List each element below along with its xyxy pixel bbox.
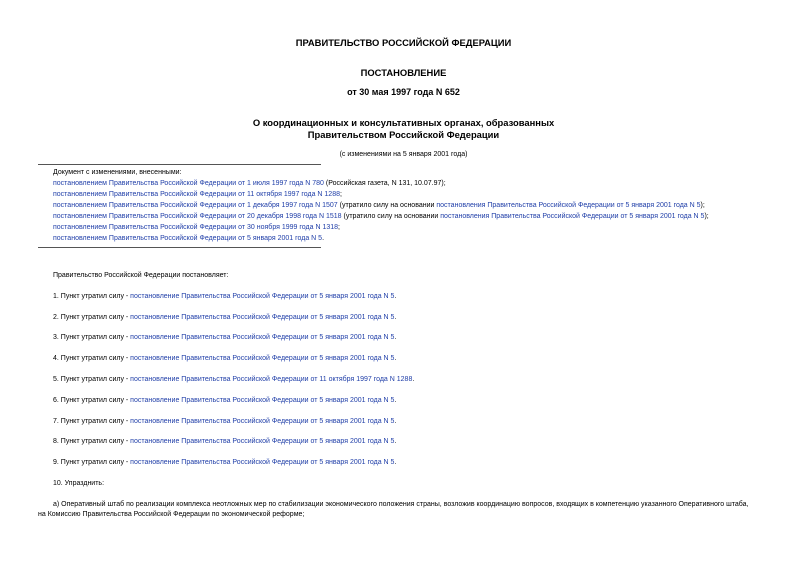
clause-10a-line-2: на Комиссию Правительства Российской Федерации по экономической реформе;: [38, 511, 305, 518]
clause-item: [53, 437, 396, 446]
edit-link[interactable]: постановлением Правительства Российской Федерации от 5 января 2001 года N 5: [53, 235, 323, 242]
clause-suffix: .: [394, 355, 397, 362]
clause-item: [53, 375, 414, 384]
clause-prefix: 4. Пункт утратил силу -: [53, 355, 131, 362]
clause-link[interactable]: постановление Правительства Российской Федерации от 5 января 2001 года N 5: [130, 314, 395, 321]
edit-link[interactable]: постановлением Правительства Российской Федерации от 20 декабря 1998 года N 1518: [53, 213, 342, 220]
divider-top: [38, 164, 321, 165]
preamble: Правительство Российской Федерации постановляет:: [53, 272, 229, 279]
clause-item: [53, 417, 396, 426]
changes-note: (с изменениями на 5 января 2001 года): [339, 151, 468, 158]
clause-10: 10. Упразднить:: [53, 480, 105, 487]
edit-entry: [53, 179, 446, 188]
edit-tail: .: [322, 235, 325, 242]
clause-prefix: 8. Пункт утратил силу -: [53, 438, 131, 445]
clause-prefix: 5. Пункт утратил силу -: [53, 376, 131, 383]
divider-bottom: [38, 247, 321, 248]
clause-suffix: .: [412, 376, 415, 383]
edit-link-secondary[interactable]: постановления Правительства Российской Федерации от 5 января 2001 года N 5: [436, 202, 701, 209]
clause-item: [53, 354, 396, 363]
edit-entry: [53, 190, 342, 199]
edit-tail: ;: [338, 224, 340, 231]
clause-link[interactable]: постановление Правительства Российской Федерации от 5 января 2001 года N 5: [130, 397, 395, 404]
edit-entry: [53, 201, 705, 210]
clause-item: [53, 313, 396, 322]
edit-link[interactable]: постановлением Правительства Российской Федерации от 1 июля 1997 года N 780: [53, 180, 324, 187]
clause-link[interactable]: постановление Правительства Российской Федерации от 5 января 2001 года N 5: [130, 459, 395, 466]
clause-link[interactable]: постановление Правительства Российской Федерации от 5 января 2001 года N 5: [130, 418, 395, 425]
clause-prefix: 3. Пункт утратил силу -: [53, 334, 131, 341]
edit-link[interactable]: постановлением Правительства Российской Федерации от 30 ноября 1999 года N 1318: [53, 224, 339, 231]
clause-prefix: 1. Пункт утратил силу -: [53, 293, 131, 300]
edit-tail: ;: [339, 191, 342, 198]
clause-10a-line-1: а) Оперативный штаб по реализации комплекса неотложных мер по стабилизации экономического положения страны, возложив координацию вопросов, входящих в компетенцию указанного Оперативного штаба,: [53, 501, 749, 508]
edit-tail: );: [700, 202, 705, 209]
clause-prefix: 6. Пункт утратил силу -: [53, 397, 131, 404]
edit-entry: [53, 223, 340, 232]
clause-link[interactable]: постановление Правительства Российской Федерации от 5 января 2001 года N 5: [130, 438, 395, 445]
clause-suffix: .: [394, 418, 397, 425]
clause-link[interactable]: постановление Правительства Российской Федерации от 5 января 2001 года N 5: [130, 293, 395, 300]
document-title-line-1: О координационных и консультативных органах, образованных: [252, 117, 555, 128]
clause-item: [53, 333, 396, 342]
edit-tail: (Российская газета, N 131, 10.07.97);: [323, 180, 446, 187]
document-type: ПОСТАНОВЛЕНИЕ: [360, 67, 447, 78]
edit-entry: [53, 212, 709, 221]
edit-entry: [53, 234, 324, 243]
edit-mid: (утратило силу на основании: [341, 213, 441, 220]
clause-suffix: .: [394, 397, 397, 404]
edit-link[interactable]: постановлением Правительства Российской Федерации от 1 декабря 1997 года N 1507: [53, 202, 338, 209]
edit-link[interactable]: постановлением Правительства Российской Федерации от 11 октября 1997 года N 1288: [53, 191, 340, 198]
clause-prefix: 7. Пункт утратил силу -: [53, 418, 131, 425]
clause-link[interactable]: постановление Правительства Российской Федерации от 5 января 2001 года N 5: [130, 355, 395, 362]
clause-link[interactable]: постановление Правительства Российской Федерации от 11 октября 1997 года N 1288: [130, 376, 413, 383]
clause-suffix: .: [394, 334, 397, 341]
clause-link[interactable]: постановление Правительства Российской Федерации от 5 января 2001 года N 5: [130, 334, 395, 341]
edit-mid: (утратило силу на основании: [337, 202, 437, 209]
document-title-line-2: Правительством Российской Федерации: [307, 128, 500, 140]
clause-suffix: .: [394, 293, 397, 300]
clause-item: [53, 396, 396, 405]
clause-item: [53, 292, 396, 301]
clause-suffix: .: [394, 314, 397, 321]
document-date-number: от 30 мая 1997 года N 652: [347, 87, 460, 97]
edit-link-secondary[interactable]: постановления Правительства Российской Федерации от 5 января 2001 года N 5: [440, 213, 705, 220]
clause-prefix: 2. Пункт утратил силу -: [53, 314, 131, 321]
clause-item: [53, 458, 396, 467]
edit-tail: );: [704, 213, 709, 220]
document-title: [0, 117, 807, 140]
clause-suffix: .: [394, 438, 397, 445]
clause-prefix: 9. Пункт утратил силу -: [53, 459, 131, 466]
edits-intro: Документ с изменениями, внесенными:: [53, 169, 182, 176]
government-heading: ПРАВИТЕЛЬСТВО РОССИЙСКОЙ ФЕДЕРАЦИИ: [295, 37, 512, 48]
clause-suffix: .: [394, 459, 397, 466]
